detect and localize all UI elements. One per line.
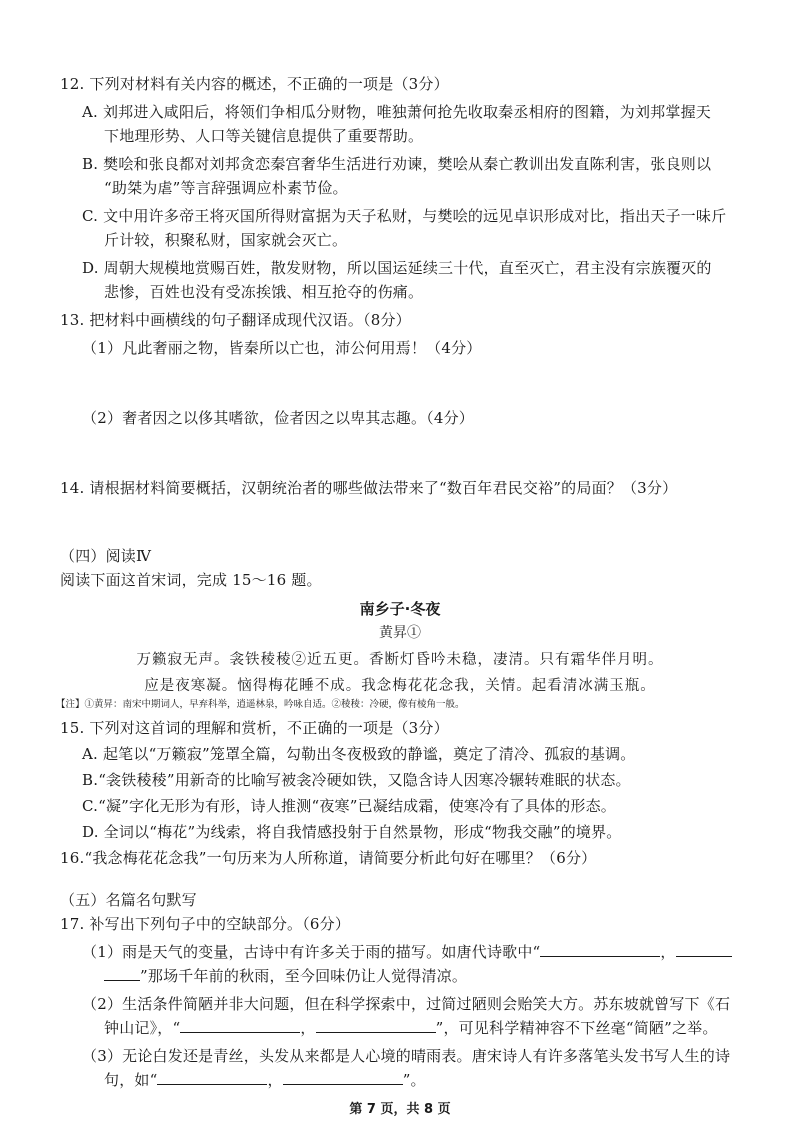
q17-blank-6[interactable] <box>283 1070 403 1085</box>
q12-option-b-line1: B. 樊哙和张良都对刘邦贪恋秦宫奢华生活进行劝谏，樊哙从秦亡教训出发直陈利害，张良则以 <box>82 155 712 173</box>
q12-stem: 12. 下列对材料有关内容的概述，不正确的一项是（3分） <box>60 75 449 93</box>
q17-part2-text-c: ”，可见科学精神容不下丝毫“简陋”之举。 <box>435 1019 718 1037</box>
poem-note: 【注】①黄昇：南宋中期词人，早弃科举，逍遥林泉，吟咏自适。②稜稜：冷硬，像有棱角一般。 <box>56 699 465 710</box>
q12-option-c-line2: 斤计较，积聚私财，国家就会灭亡。 <box>104 231 348 249</box>
q17-comma: ， <box>300 1019 316 1037</box>
q17-part3-text-c: ”。 <box>402 1071 426 1089</box>
poem-title: 南乡子·冬夜 <box>359 600 441 618</box>
q15-option-d: D. 全词以“梅花”为线索，将自我情感投射于自然景物，形成“物我交融”的境界。 <box>82 823 622 841</box>
q17-blank-2a[interactable] <box>676 942 732 957</box>
q17-blank-2b[interactable] <box>104 966 140 981</box>
q17-blank-5[interactable] <box>157 1070 267 1085</box>
page-footer: 第 7 页，共 8 页 <box>349 1102 451 1117</box>
q13-stem: 13. 把材料中画横线的句子翻译成现代汉语。（8分） <box>60 311 411 329</box>
q17-blank-4[interactable] <box>316 1018 436 1033</box>
q17-part2-text-b: 钟山记》，“ <box>104 1019 181 1037</box>
q17-comma: ， <box>660 943 676 961</box>
q16-stem: 16.“我念梅花花念我”一句历来为人所称道，请简要分析此句好在哪里？（6分） <box>60 849 597 867</box>
poem-line-2: 应是夜寒凝。恼得梅花睡不成。我念梅花花念我，关情。起看清冰满玉瓶。 <box>144 678 656 694</box>
q17-part1-text-a: （1）雨是天气的变量，古诗中有许多关于雨的描写。如唐代诗歌中“ <box>82 943 541 961</box>
q17-part2-line2 <box>104 1018 718 1038</box>
q17-part1-text-b: ”那场千年前的秋雨，至今回味仍让人觉得清凉。 <box>140 967 468 985</box>
q17-blank-3[interactable] <box>180 1018 300 1033</box>
q12-option-c-line1: C. 文中用许多帝王将灭国所得财富据为天子私财，与樊哙的远见卓识形成对比，指出天子一味斤 <box>82 207 727 225</box>
q12-option-d-line1: D. 周朝大规模地赏赐百姓，散发财物，所以国运延续三十代，直至灭亡，君主没有宗族覆灭的 <box>82 259 712 277</box>
q17-part1-line2 <box>104 966 467 986</box>
section4-intro: 阅读下面这首宋词，完成 15～16 题。 <box>60 571 322 589</box>
q12-option-a-line1: A. 刘邦进入咸阳后，将领们争相瓜分财物，唯独萧何抢先收取秦丞相府的图籍，为刘邦掌握天 <box>82 103 711 121</box>
poem-author: 黄昇① <box>379 625 421 641</box>
q17-part2-line1: （2）生活条件简陋并非大问题，但在科学探索中，过简过陋则会贻笑大方。苏东坡就曾写下《石 <box>82 995 731 1013</box>
q17-part1-line1 <box>82 942 732 962</box>
q12-option-b-line2: “助桀为虐”等言辞强调应朴素节俭。 <box>104 179 348 197</box>
q15-stem: 15. 下列对这首词的理解和赏析，不正确的一项是（3分） <box>60 719 449 737</box>
section4-heading: （四）阅读Ⅳ <box>60 547 152 565</box>
q12-option-a-line2: 下地理形势、人口等关键信息提供了重要帮助。 <box>104 127 424 145</box>
q17-part3-line2 <box>104 1070 426 1090</box>
q15-option-b: B.“衾铁稜稜”用新奇的比喻写被衾冷硬如铁，又隐含诗人因寒冷辗转难眠的状态。 <box>82 771 631 789</box>
q13-sentence-1: （1）凡此奢丽之物，皆秦所以亡也，沛公何用焉！（4分） <box>82 339 482 357</box>
q17-comma: ， <box>267 1071 283 1089</box>
q15-option-a: A. 起笔以“万籁寂”笼罩全篇，勾勒出冬夜极致的静谧，奠定了清冷、孤寂的基调。 <box>82 745 636 763</box>
q14-stem: 14. 请根据材料简要概括，汉朝统治者的哪些做法带来了“数百年君民交裕”的局面？（3分） <box>60 479 678 497</box>
q12-option-d-line2: 悲惨，百姓也没有受冻挨饿、相互抢夺的伤痛。 <box>104 283 424 301</box>
q17-stem: 17. 补写出下列句子中的空缺部分。（6分） <box>60 915 351 933</box>
section5-heading: （五）名篇名句默写 <box>60 891 197 909</box>
q17-blank-1[interactable] <box>540 942 660 957</box>
q15-option-c: C.“凝”字化无形为有形，诗人推测“夜寒”已凝结成霜，使寒冷有了具体的形态。 <box>82 797 616 815</box>
q17-part3-line1: （3）无论白发还是青丝，头发从来都是人心境的晴雨表。唐宋诗人有许多落笔头发书写人生的诗 <box>82 1047 731 1065</box>
q17-part3-text-b: 句，如“ <box>104 1071 158 1089</box>
poem-line-1: 万籁寂无声。衾铁稜稜②近五更。香断灯昏吟未稳，凄清。只有霜华伴月明。 <box>136 652 664 668</box>
q13-sentence-2: （2）奢者因之以侈其嗜欲，俭者因之以卑其志趣。（4分） <box>82 409 474 427</box>
